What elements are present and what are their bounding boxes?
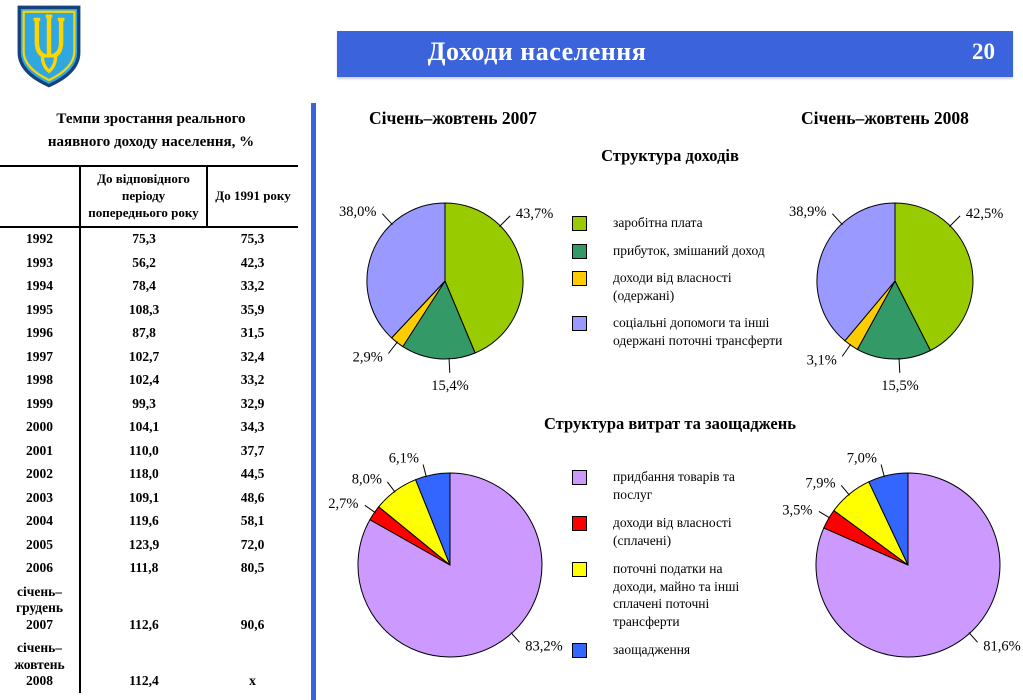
label-leader-line: [899, 358, 900, 373]
table-row: [0, 392, 298, 416]
table-row: [0, 275, 298, 299]
table-row: [0, 227, 298, 252]
page-number: 20: [972, 39, 995, 64]
coat-of-arms: [12, 4, 86, 90]
prev-period-value: 87,8: [80, 322, 207, 346]
to-1991-value: 48,6: [240, 489, 265, 505]
label-leader-line: [382, 214, 392, 225]
to-1991-value: 32,4: [240, 348, 265, 364]
prev-period-value: 75,3: [80, 227, 207, 252]
growth-table: [0, 165, 298, 693]
to-1991-value: 37,7: [240, 442, 265, 458]
to-1991-value: 44,5: [240, 466, 265, 482]
table-row: [0, 510, 298, 534]
period-cell: 1997: [26, 348, 53, 364]
table-body: [0, 227, 298, 694]
legend-label: заробітна плата: [613, 215, 703, 230]
pie-percent-label: 3,1%: [806, 352, 837, 369]
table-row: [0, 345, 298, 369]
legend-item: [572, 242, 790, 260]
label-leader-line: [388, 342, 397, 354]
slide-title: Доходи населення: [427, 37, 647, 66]
table-row: [0, 439, 298, 463]
pie-percent-label: 7,9%: [805, 475, 836, 492]
to-1991-value: 72,0: [240, 536, 265, 552]
pie-percent-label: 38,0%: [339, 203, 377, 220]
period-cell: 1995: [26, 301, 53, 317]
pie-income-2007: [333, 174, 563, 394]
prev-period-value: 102,7: [80, 345, 207, 369]
pie-income-2008: [783, 174, 1013, 394]
label-leader-line: [423, 465, 426, 478]
prev-period-value: 123,9: [80, 533, 207, 557]
legend-label: доходи від власності (одержані): [613, 270, 732, 303]
label-leader-line: [387, 482, 395, 492]
income-section-title: Структура доходів: [601, 146, 739, 165]
period-cell: 2004: [26, 513, 53, 529]
prev-period-value: 102,4: [80, 369, 207, 393]
table-title: Темпи зростання реального наявного доходу населення, %: [47, 111, 255, 150]
period-title-2007: Січень–жовтень 2007: [369, 108, 537, 128]
pie-percent-label: 38,9%: [789, 203, 827, 220]
prev-period-value: 109,1: [80, 486, 207, 510]
legend-swatch-icon: [572, 244, 587, 259]
table-row: [0, 251, 298, 275]
to-1991-value: 33,2: [240, 372, 265, 388]
pie-percent-label: 15,5%: [881, 377, 919, 394]
prev-period-value: 111,8: [80, 557, 207, 581]
pie-percent-label: 83,2%: [525, 638, 563, 655]
table-row: [0, 557, 298, 581]
left-panel: [0, 108, 302, 693]
period-title-2008: Січень–жовтень 2008: [801, 108, 969, 128]
period-cell: 2003: [26, 489, 53, 505]
pie-percent-label: 3,5%: [782, 502, 813, 519]
prev-period-value: 119,6: [80, 510, 207, 534]
label-leader-line: [819, 511, 830, 518]
pie-percent-label: 2,7%: [328, 496, 359, 513]
to-1991-value: 75,3: [240, 231, 265, 247]
table-row: [0, 416, 298, 440]
to-1991-value: 32,9: [240, 395, 265, 411]
label-leader-line: [511, 633, 520, 643]
pie-percent-label: 7,0%: [846, 450, 877, 467]
expense-section-title: Структура витрат та заощаджень: [543, 414, 796, 433]
legend-item: [572, 314, 790, 349]
header-to-1991: До 1991 року: [207, 166, 298, 227]
to-1991-value: 35,9: [240, 301, 265, 317]
to-1991-value: 90,6: [240, 616, 265, 632]
to-1991-value: 34,3: [240, 419, 265, 435]
period-cell: січень– грудень 2007: [15, 583, 64, 632]
label-leader-line: [949, 216, 960, 227]
legend-item: [572, 641, 750, 659]
pie-percent-label: 15,4%: [431, 377, 469, 394]
pie-percent-label: 6,1%: [388, 450, 419, 467]
pie-percent-label: 8,0%: [351, 471, 382, 488]
legend-swatch-icon: [572, 516, 587, 531]
label-leader-line: [841, 485, 849, 495]
legend-label: доходи від власності (сплачені): [613, 515, 732, 548]
legend-swatch-icon: [572, 316, 587, 331]
table-row: [0, 369, 298, 393]
period-cell: 1992: [26, 231, 53, 247]
period-cell: 1999: [26, 395, 53, 411]
prev-period-value: 112,6: [80, 580, 207, 637]
income-legend: [572, 214, 790, 349]
label-leader-line: [365, 505, 376, 513]
header-prev-period: До відповідного періоду попереднього року: [80, 166, 207, 227]
period-cell: січень– жовтень 2008: [14, 640, 65, 689]
to-1991-value: 80,5: [240, 560, 265, 576]
legend-swatch-icon: [572, 271, 587, 286]
table-row: [0, 533, 298, 557]
to-1991-value: 42,3: [240, 254, 265, 270]
legend-swatch-icon: [572, 562, 587, 577]
table-row: [0, 463, 298, 487]
legend-swatch-icon: [572, 470, 587, 485]
legend-label: прибуток, змішаний доход: [613, 242, 765, 258]
label-leader-line: [881, 465, 884, 478]
period-cell: 2006: [26, 560, 53, 576]
period-cell: 1998: [26, 372, 53, 388]
prev-period-value: 108,3: [80, 298, 207, 322]
label-leader-line: [449, 358, 450, 373]
legend-item: [572, 269, 790, 304]
label-leader-line: [499, 216, 510, 227]
header-bar: [337, 31, 1013, 77]
legend-item: [572, 468, 750, 503]
period-cell: 2000: [26, 419, 53, 435]
pie-expense-2008: [782, 438, 1023, 693]
pie-percent-label: 81,6%: [983, 638, 1021, 655]
to-1991-value: 31,5: [240, 325, 265, 341]
table-row: [0, 486, 298, 510]
period-cell: 2005: [26, 536, 53, 552]
to-1991-value: 33,2: [240, 278, 265, 294]
period-cell: 1994: [26, 278, 53, 294]
legend-item: [572, 560, 750, 630]
prev-period-value: 78,4: [80, 275, 207, 299]
legend-label: соціальні допомоги та інші одержані поточні трансферти: [613, 315, 783, 348]
charts-area: [325, 100, 1021, 700]
prev-period-value: 118,0: [80, 463, 207, 487]
table-row: [0, 580, 298, 637]
header-blank-cell: [0, 166, 80, 227]
expense-legend: [572, 468, 750, 659]
legend-label: придбання товарів та послуг: [613, 469, 735, 502]
period-cell: 2002: [26, 466, 53, 482]
prev-period-value: 56,2: [80, 251, 207, 275]
legend-label: заощадження: [613, 642, 691, 658]
to-1991-value: x: [249, 673, 256, 689]
pie-expense-2007: [328, 438, 565, 693]
label-leader-line: [969, 633, 978, 643]
prev-period-value: 99,3: [80, 392, 207, 416]
table-row: [0, 637, 298, 694]
prev-period-value: 104,1: [80, 416, 207, 440]
pie-percent-label: 43,7%: [515, 206, 554, 223]
prev-period-value: 110,0: [80, 439, 207, 463]
legend-label: поточні податки на доходи, майно та інші сплачені поточні трансферти: [613, 561, 740, 629]
legend-swatch-icon: [572, 643, 587, 658]
vertical-divider: [311, 103, 316, 700]
table-row: [0, 298, 298, 322]
table-header-row: [0, 166, 298, 227]
table-row: [0, 322, 298, 346]
legend-item: [572, 514, 750, 549]
legend-swatch-icon: [572, 216, 587, 231]
pie-percent-label: 42,5%: [965, 206, 1004, 223]
period-cell: 1996: [26, 325, 53, 341]
label-leader-line: [832, 214, 842, 225]
prev-period-value: 112,4: [80, 637, 207, 694]
period-cell: 2001: [26, 442, 53, 458]
legend-item: [572, 214, 790, 232]
pie-percent-label: 2,9%: [352, 349, 383, 366]
label-leader-line: [842, 344, 851, 356]
period-cell: 1993: [26, 254, 53, 270]
to-1991-value: 58,1: [240, 513, 265, 529]
